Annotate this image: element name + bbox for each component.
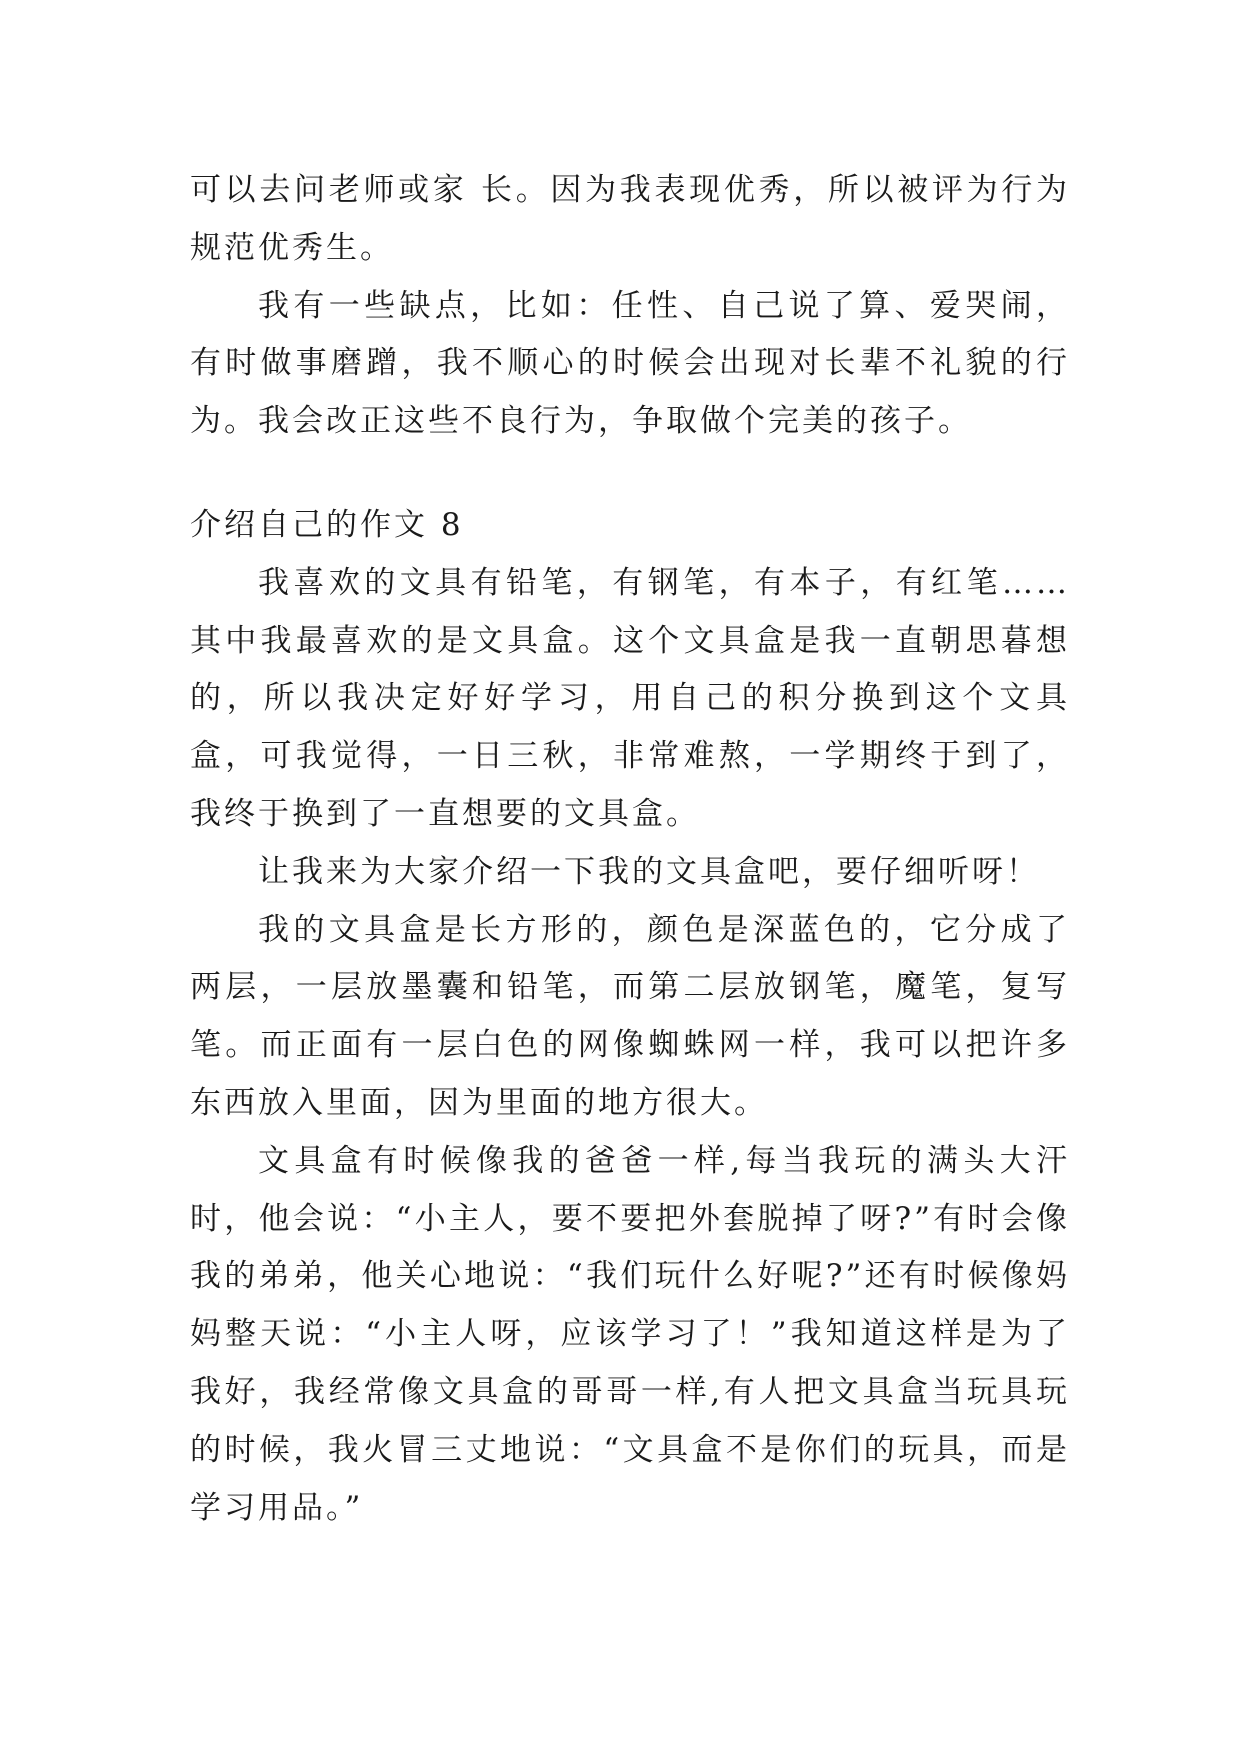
paragraph-favorite-stationery: 我喜欢的文具有铅笔，有钢笔，有本子，有红笔……其中我最喜欢的是文具盒。这个文具盒是我一直朝思暮想的，所以我决定好好学习，用自己的积分换到这个文具盒，可我觉得，一日三秋，非常难熬，一学期终于到了，我终于换到了一直想要的文具盒。 bbox=[190, 564, 1070, 832]
document-body bbox=[190, 162, 1070, 1537]
paragraph-description: 我的文具盒是长方形的，颜色是深蓝色的，它分成了两层，一层放墨囊和铅笔，而第二层放钢笔，魔笔，复写笔。而正面有一层白色的网像蜘蛛网一样，我可以把许多东西放入里面，因为里面的地方很大。 bbox=[190, 911, 1070, 1121]
paragraph-shortcomings: 我有一些缺点，比如：任性、自己说了算、爱哭闹，有时做事磨蹭，我不顺心的时候会出现对长辈不礼貌的行为。我会改正这些不良行为，争取做个完美的孩子。 bbox=[190, 287, 1070, 440]
paragraph-introduction: 让我来为大家介绍一下我的文具盒吧，要仔细听呀！ bbox=[258, 853, 1040, 890]
paragraph-personification: 文具盒有时候像我的爸爸一样,每当我玩的满头大汗时，他会说：“小主人，要不要把外套脱掉了呀?”有时会像我的弟弟，他关心地说：“我们玩什么好呢?”还有时候像妈妈整天说：“小主人呀，应该学习了！”我知道这样是为了我好，我经常像文具盒的哥哥一样,有人把文具盒当玩具玩的时候，我火冒三丈地说：“文具盒不是你们的玩具，而是学习用品。” bbox=[190, 1142, 1070, 1526]
section-title: 介绍自己的作文 8 bbox=[190, 506, 464, 543]
paragraph-continuation: 可以去问老师或家 长。因为我表现优秀，所以被评为行为规范优秀生。 bbox=[190, 172, 1070, 266]
